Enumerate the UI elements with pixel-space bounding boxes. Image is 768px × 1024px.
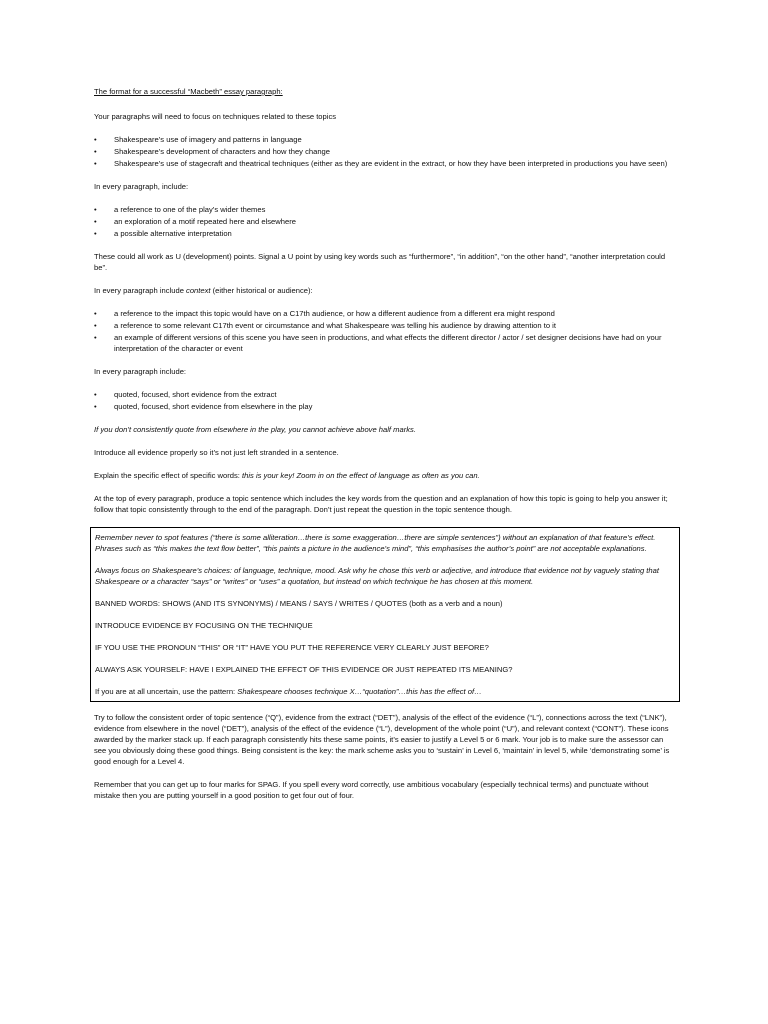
include-list: [94, 204, 672, 239]
section-heading: In every paragraph include:: [94, 367, 187, 376]
topic-sentence-note: At the top of every paragraph, produce a topic sentence which includes the key words from the question and an explanation of how this topic is going to help you answer it; follow that topic consistently through to the end of the paragraph. Don’t just repeat the question in the topic sentence though.: [94, 494, 668, 514]
pattern-note: If you are at all uncertain, use the pattern: Shakespeare chooses technique X…“quotation”…this has the effect of…: [95, 687, 482, 696]
document-body: [94, 86, 672, 813]
box-paragraph: Remember never to spot features (“there is some alliteration…there is some exaggeration…there are simple sentences”) without an explanation of that feature’s effect. Phrases such as “this makes the text flow better”, “this paints a picture in the audience’s mind”, “this emphasises the author’s point” are not acceptable explanations.: [95, 533, 656, 553]
context-heading: In every paragraph include context (either historical or audience):: [94, 286, 313, 295]
list-item: • quoted, focused, short evidence from elsewhere in the play: [94, 401, 672, 412]
list-item: • an exploration of a motif repeated here and elsewhere: [94, 216, 672, 227]
box-paragraph: Always focus on Shakespeare’s choices: of language, technique, mood. Ask why he chose this verb or adjective, and introduce that evidence not by vaguely stating that Shakespeare or a character “says” or “writes” or “uses” a quotation, but instead on which technique he has chosen at this moment.: [95, 566, 659, 586]
development-note: These could all work as U (development) points. Signal a U point by using key words such as “furthermore”, “in addition”, “on the other hand”, “another interpretation could be”.: [94, 252, 666, 272]
evidence-list: [94, 389, 672, 412]
half-marks-note: If you don’t consistently quote from elsewhere in the play, you cannot achieve above half marks.: [94, 425, 416, 434]
list-item: • Shakespeare’s use of imagery and patterns in language: [94, 134, 672, 145]
banned-words: BANNED WORDS: SHOWS (AND ITS SYNONYMS) / MEANS / SAYS / WRITES / QUOTES (both as a verb and a noun): [95, 599, 503, 608]
list-item: • a reference to the impact this topic would have on a C17th audience, or how a different audience from a different era might respond: [94, 308, 672, 319]
topics-list: [94, 134, 672, 169]
list-item: • Shakespeare’s use of stagecraft and theatrical techniques (either as they are evident in the extract, or how they have been interpreted in productions you have seen): [94, 158, 672, 169]
list-item: • a reference to one of the play’s wider themes: [94, 204, 672, 215]
section-heading: In every paragraph, include:: [94, 182, 189, 191]
list-item: • quoted, focused, short evidence from the extract: [94, 389, 672, 400]
introduce-evidence: INTRODUCE EVIDENCE BY FOCUSING ON THE TECHNIQUE: [95, 621, 313, 630]
list-item: • a reference to some relevant C17th event or circumstance and what Shakespeare was telling his audience by drawing attention to it: [94, 320, 672, 331]
advice-box: [90, 527, 680, 702]
intro-text: Your paragraphs will need to focus on techniques related to these topics: [94, 112, 337, 121]
introduce-note: Introduce all evidence properly so it’s not just left stranded in a sentence.: [94, 448, 339, 457]
spag-note: Remember that you can get up to four marks for SPAG. If you spell every word correctly, use ambitious vocabulary (especially technical terms) and punctuate without mistake then you are putting yourself in a good position to get four out of four.: [94, 780, 649, 800]
list-item: • a possible alternative interpretation: [94, 228, 672, 239]
order-note: Try to follow the consistent order of topic sentence (“Q”), evidence from the extract (“DET”), analysis of the effect of the evidence (“L”), connections across the text (“LNK”), evidence from elsewhere in the novel (“DET”), analysis of the effect of the evidence (“L”), development of the whole point (“U”), and relevant context (“CONT”). These icons awarded by the marker stack up. If each paragraph consistently hits these same points, it’s easier to justify a Level 5 or 6 mark. Your job is to make sure the assessor can see you obviously doing these good things. Being consistent is the key: the mark scheme asks you to ‘sustain’ in Level 6, ‘maintain’ in level 5, while ‘demonstrating some’ is good enough for a Level 4.: [94, 713, 670, 766]
pronoun-check: IF YOU USE THE PRONOUN “THIS” OR “IT” HAVE YOU PUT THE REFERENCE VERY CLEARLY JUST BEFORE?: [95, 643, 489, 652]
document-title: The format for a successful “Macbeth” essay paragraph:: [94, 87, 283, 96]
explain-note: Explain the specific effect of specific words: this is your key! Zoom in on the effect of language as often as you can.: [94, 471, 480, 480]
ask-yourself: ALWAYS ASK YOURSELF: HAVE I EXPLAINED THE EFFECT OF THIS EVIDENCE OR JUST REPEATED ITS MEANING?: [95, 665, 513, 674]
list-item: • Shakespeare’s development of characters and how they change: [94, 146, 672, 157]
list-item: • an example of different versions of this scene you have seen in productions, and what effects the different director / actor / set designer decisions have had on your interpretation of the character or event: [94, 332, 672, 354]
context-list: [94, 308, 672, 354]
